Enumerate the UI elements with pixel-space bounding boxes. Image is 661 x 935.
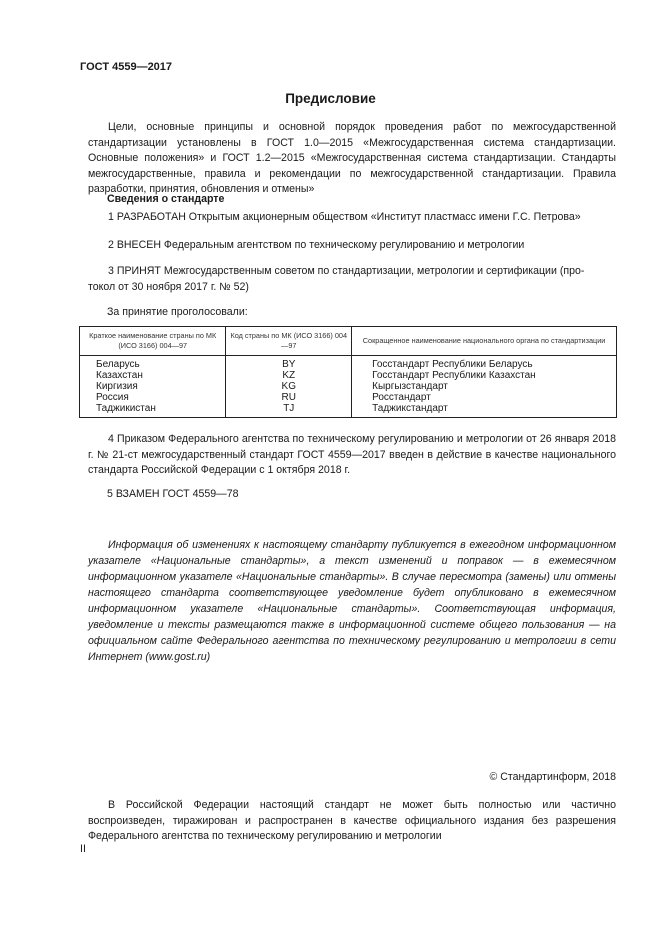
code-cell: TJ [283,403,295,414]
body-cell: Кыргызстандарт [372,381,448,392]
code-cell: KZ [282,370,296,381]
header-body: Сокращенное наименование национального органа по стандартизации [352,327,617,356]
body-cell: Росстандарт [372,392,431,403]
item-3 [88,264,616,295]
item-3-line1: 3 ПРИНЯТ Межгосударственным советом по стандартизации, метрологии и сертификации (про- [108,265,585,277]
country-cell: Киргизия [96,381,138,392]
copyright: © Стандартинформ, 2018 [489,771,616,783]
item-4 [88,432,616,479]
code-cell: KG [281,381,296,392]
body-cell: Госстандарт Республики Беларусь [372,359,533,370]
item-2-text: 2 ВНЕСЕН Федеральным агентством по техническому регулированию и метрологии [108,239,525,251]
country-cell: Казахстан [96,370,143,381]
info-heading: Сведения о стандарте [107,193,225,205]
page-title: Предисловие [285,91,376,106]
item-5: 5 ВЗАМЕН ГОСТ 4559—78 [107,488,239,500]
item-1-text: 1 РАЗРАБОТАН Открытым акционерным обществом «Институт пластмасс имени Г.С. Петрова» [108,211,581,223]
item-2 [88,238,616,254]
country-cell: Таджикистан [96,403,156,414]
country-column [80,356,226,418]
header-code: Код страны по МК (ИСО 3166) 004—97 [226,327,352,356]
reproduction-notice-text: В Российской Федерации настоящий стандарт не может быть полностью или частично воспроизведен, тиражирован и распространен в качестве официального издания без разрешения Федерального агентства по техническому регулированию и метрологии [88,799,616,842]
item-3-line2: токол от 30 ноября 2017 г. № 52) [88,280,249,293]
code-cell: BY [282,359,296,370]
country-cell: Беларусь [96,359,140,370]
change-notice [88,537,616,665]
item-4-text: 4 Приказом Федерального агентства по техническому регулированию и метрологии от 26 января 2018 г. № 21-ст межгосударственный стандарт ГОСТ 4559—2017 введен в действие в качестве национального стандарта Российской Федерации с 1 октября 2018 г. [88,433,616,476]
header-country: Краткое наименование страны по МК (ИСО 3166) 004—97 [80,327,226,356]
body-column [352,356,617,418]
standard-id: ГОСТ 4559—2017 [80,61,173,73]
table-header-row [80,327,617,356]
table-row [80,356,617,418]
body-cell: Госстандарт Республики Казахстан [372,370,536,381]
country-cell: Россия [96,392,129,403]
intro-text: Цели, основные принципы и основной порядок проведения работ по межгосударственной стандартизации установлены в ГОСТ 1.0—2015 «Межгосударственная система стандартизации. Основные положения» и ГОСТ 1.2—2015 «Межгосударственная система стандартизации. Стандарты межгосударственные, правила и рекомендации по межгосударственной стандартизации. Правила разработки, принятия, обновления и отмены» [88,121,616,195]
page-number: II [80,843,86,855]
intro-paragraph [88,120,616,198]
reproduction-notice [88,798,616,845]
code-cell: RU [281,392,296,403]
item-1 [88,210,616,226]
code-column [226,356,352,418]
voting-table [79,326,617,418]
body-cell: Таджикстандарт [372,403,448,414]
change-notice-text: Информация об изменениях к настоящему стандарту публикуется в ежегодном информационном указателе «Национальные стандарты», а текст изменений и поправок — в ежемесячном информационном указателе «Национальные стандарты». В случае пересмотра (замены) или отмены настоящего стандарта соответствующее уведомление будет опубликовано в ежемесячном информационном указателе «Национальные стандарты». Соответствующая информация, уведомление и тексты размещаются также в информационной системе общего пользования — на официальном сайте Федерального агентства по техническому регулированию и метрологии в сети Интернет (www.gost.ru) [88,539,616,663]
vote-label: За принятие проголосовали: [107,306,248,318]
